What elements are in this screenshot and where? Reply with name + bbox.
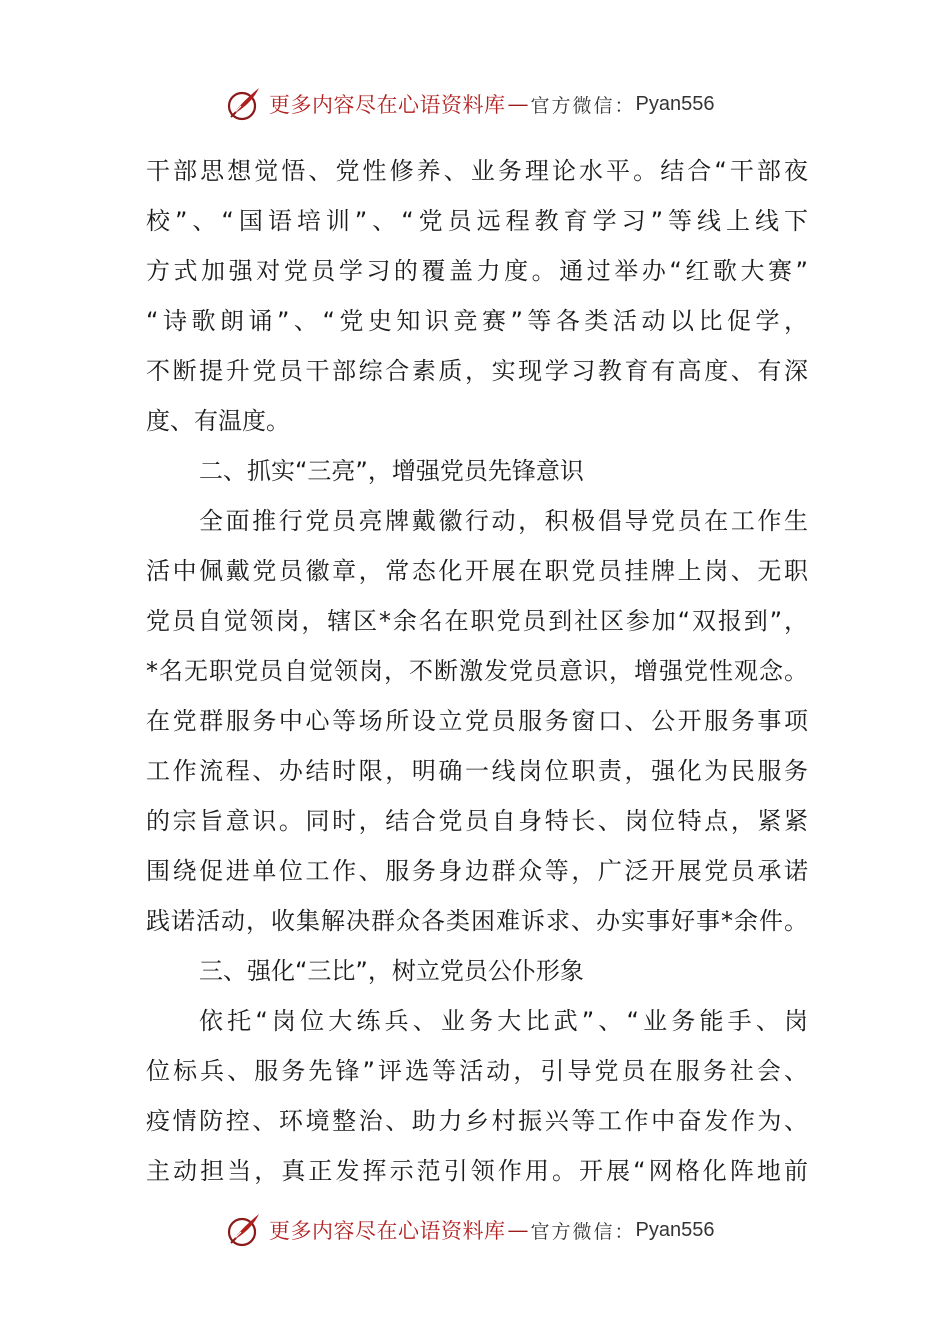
body-line: 方式加强对党员学习的覆盖力度。通过举办“红歌大赛” [146, 257, 808, 285]
body-line: 在党群服务中心等场所设立党员服务窗口、公开服务事项 [146, 707, 808, 735]
body-line: 疫情防控、环境整治、助力乡村振兴等工作中奋发作为、 [146, 1107, 808, 1135]
body-line: 围绕促进单位工作、服务身边群众等，广泛开展党员承诺 [146, 857, 808, 885]
body-line: 活中佩戴党员徽章，常态化开展在职党员挂牌上岗、无职 [146, 557, 808, 585]
footer-watermark-banner [225, 1210, 714, 1250]
official-wechat-label: 官方微信： [530, 94, 636, 117]
wechat-id-text: Pyan556 [635, 92, 715, 115]
banner-separator: — [507, 92, 529, 116]
section-heading-2: 二、抓实“三亮”，增强党员先锋意识 [199, 457, 584, 485]
body-line: 校”、“国语培训”、“党员远程教育学习”等线上线下 [146, 207, 808, 235]
body-line: 度、有温度。 [146, 407, 290, 435]
site-name-text: 更多内容尽在心语资料库 [269, 93, 506, 117]
banner-separator: — [507, 1218, 529, 1242]
body-line: 位标兵、服务先锋”评选等活动，引导党员在服务社会、 [146, 1057, 808, 1085]
wechat-id-text: Pyan556 [635, 1218, 715, 1241]
body-line: 党员自觉领岗，辖区*余名在职党员到社区参加“双报到”， [146, 607, 808, 635]
header-watermark-banner [225, 84, 714, 124]
quill-pen-circle-icon [225, 84, 265, 124]
section-heading-3: 三、强化“三比”，树立党员公仆形象 [199, 957, 584, 985]
body-line: 的宗旨意识。同时，结合党员自身特长、岗位特点，紧紧 [146, 807, 808, 835]
body-line: “诗歌朗诵”、“党史知识竞赛”等各类活动以比促学， [146, 307, 808, 335]
body-line: 主动担当，真正发挥示范引领作用。开展“网格化阵地前 [146, 1157, 808, 1185]
body-line: 不断提升党员干部综合素质，实现学习教育有高度、有深 [146, 357, 808, 385]
document-body [146, 146, 808, 1196]
site-name-text: 更多内容尽在心语资料库 [269, 1219, 506, 1243]
body-line: 践诺活动，收集解决群众各类困难诉求、办实事好事*余件。 [146, 907, 808, 935]
body-line: 依托“岗位大练兵、业务大比武”、“业务能手、岗 [199, 1007, 808, 1035]
body-line: 全面推行党员亮牌戴徽行动，积极倡导党员在工作生 [199, 507, 808, 535]
body-line: *名无职党员自觉领岗，不断激发党员意识，增强党性观念。 [146, 657, 808, 685]
body-line: 干部思想觉悟、党性修养、业务理论水平。结合“干部夜 [146, 157, 808, 185]
body-line: 工作流程、办结时限，明确一线岗位职责，强化为民服务 [146, 757, 808, 785]
quill-pen-circle-icon [225, 1210, 265, 1250]
official-wechat-label: 官方微信： [530, 1220, 636, 1243]
